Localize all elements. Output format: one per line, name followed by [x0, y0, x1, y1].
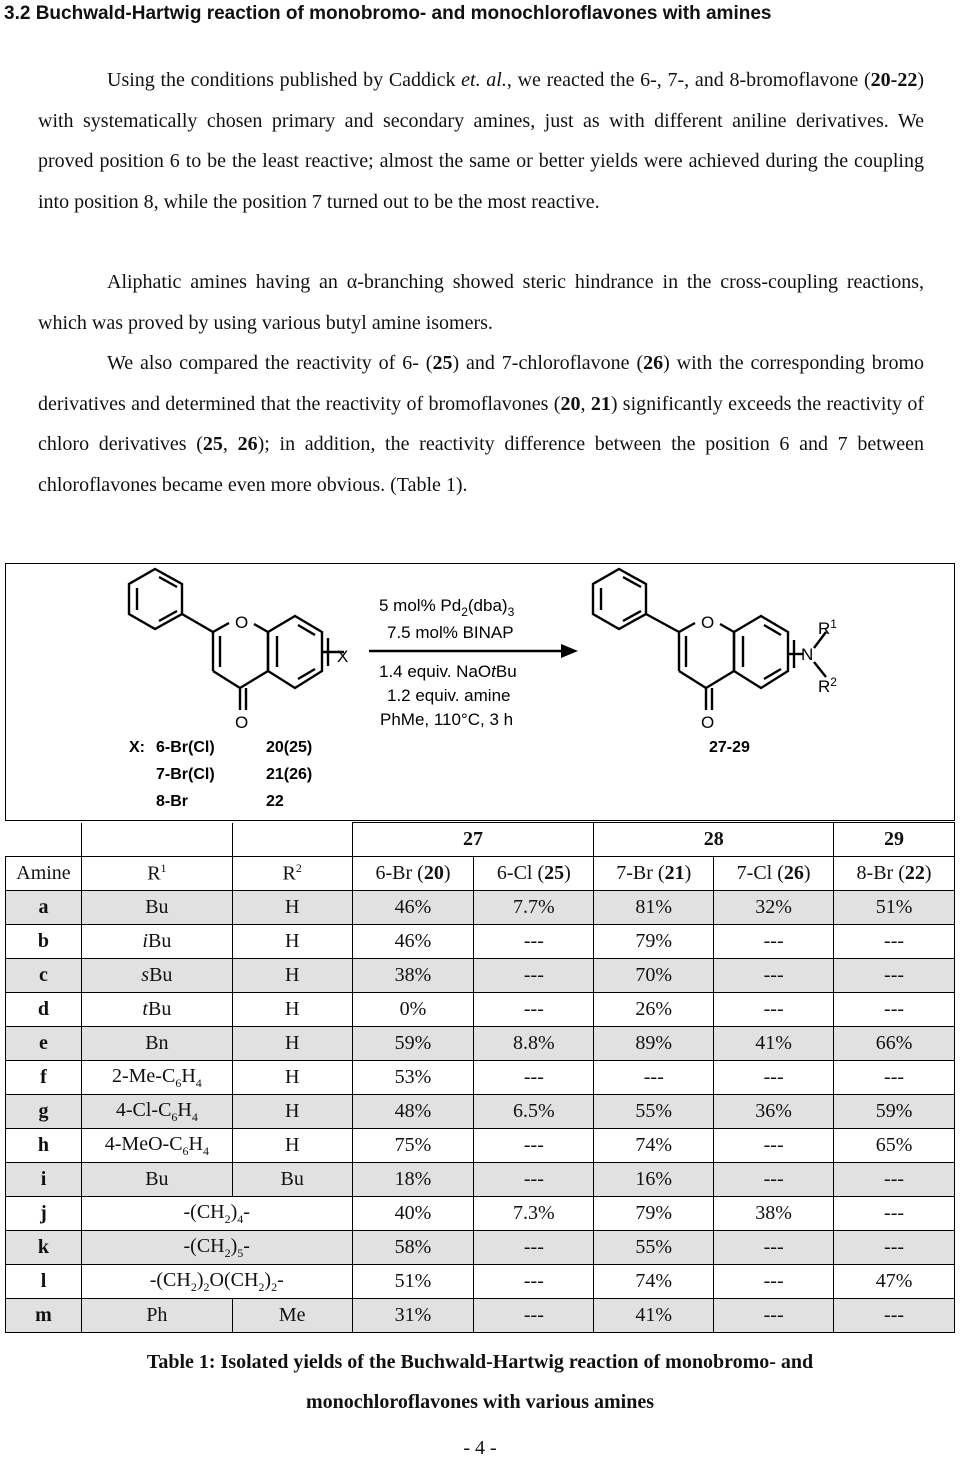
- header-8br: 8-Br (22): [834, 857, 955, 891]
- arrow-head: [561, 644, 578, 658]
- yield-cell: ---: [474, 959, 594, 993]
- blank-cell: [6, 823, 82, 857]
- yield-cell: 55%: [594, 1231, 714, 1265]
- yield-cell: 89%: [594, 1027, 714, 1061]
- yields-table: [5, 822, 955, 1333]
- yield-cell: 59%: [834, 1095, 955, 1129]
- r1-cell: sBu: [81, 959, 232, 993]
- amine-code: j: [6, 1197, 82, 1231]
- yield-cell: 70%: [594, 959, 714, 993]
- yield-cell: ---: [474, 1299, 594, 1333]
- table-row: [6, 1265, 955, 1299]
- yield-cell: 38%: [714, 1197, 834, 1231]
- blank-cell: [232, 823, 352, 857]
- yield-cell: 40%: [352, 1197, 474, 1231]
- yield-cell: ---: [714, 1163, 834, 1197]
- p3-text-7: ); in addition, the reactivity difference between the position 6 and 7 between chloroflavones became even more obvious. (Table 1).: [38, 433, 925, 496]
- yield-cell: ---: [714, 959, 834, 993]
- header-7cl: 7-Cl (26): [714, 857, 834, 891]
- r1-cell: Bn: [81, 1027, 232, 1061]
- table-row: [6, 1061, 955, 1095]
- yield-cell: 79%: [594, 1197, 714, 1231]
- yield-cell: 0%: [352, 993, 474, 1027]
- table-row: [6, 959, 955, 993]
- table-row: [6, 1299, 955, 1333]
- table-row: [6, 1129, 955, 1163]
- header-amine: Amine: [6, 857, 82, 891]
- p1-bold-1: 20-22: [870, 69, 918, 91]
- yield-cell: 16%: [594, 1163, 714, 1197]
- table-caption-line-1: Table 1: Isolated yields of the Buchwald-Hartwig reaction of monobromo- and: [146, 1351, 814, 1373]
- condition-4: 1.2 equiv. amine: [387, 686, 511, 705]
- yield-cell: 46%: [352, 925, 474, 959]
- table-body: [6, 891, 955, 1333]
- yield-cell: 75%: [352, 1129, 474, 1163]
- p3-text-4: ,: [580, 392, 591, 415]
- r2-cell: H: [232, 891, 352, 925]
- yield-cell: ---: [834, 1231, 955, 1265]
- yield-cell: 46%: [352, 891, 474, 925]
- yield-cell: 31%: [352, 1299, 474, 1333]
- condition-3: 1.4 equiv. NaOtBu: [379, 662, 517, 681]
- header-r1: $R^1$: [81, 857, 232, 891]
- yield-cell: ---: [714, 1299, 834, 1333]
- amine-code: b: [6, 925, 82, 959]
- yield-cell: 26%: [594, 993, 714, 1027]
- p1-text-1: Using the conditions published by Caddick: [107, 69, 462, 91]
- x-item-6: 6-Br(Cl): [156, 739, 215, 756]
- r1-cell: $4-MeO-C_6H_4$: [81, 1129, 232, 1163]
- yield-cell: 79%: [594, 925, 714, 959]
- r2-cell: Bu: [232, 1163, 352, 1197]
- header-6cl: 6-Cl (25): [474, 857, 594, 891]
- yield-cell: ---: [474, 1265, 594, 1299]
- amine-code: c: [6, 959, 82, 993]
- yield-cell: 41%: [594, 1299, 714, 1333]
- header-r2: $R^2$: [232, 857, 352, 891]
- condition-1: 5 mol% $Pd_2(dba)_3$: [379, 596, 515, 619]
- yield-cell: 81%: [594, 891, 714, 925]
- amine-code: g: [6, 1095, 82, 1129]
- table-row: [6, 1197, 955, 1231]
- r2-cell: H: [232, 1095, 352, 1129]
- reaction-scheme: [5, 563, 955, 821]
- yield-cell: 74%: [594, 1129, 714, 1163]
- r1-cell: tBu: [81, 993, 232, 1027]
- yield-cell: ---: [474, 1163, 594, 1197]
- yield-cell: ---: [594, 1061, 714, 1095]
- column-header-row: [6, 857, 955, 891]
- amine-code: h: [6, 1129, 82, 1163]
- p3-bold-2: 26: [643, 352, 664, 374]
- yield-cell: 58%: [352, 1231, 474, 1265]
- r2-cell: H: [232, 1129, 352, 1163]
- p3-bold-5: 25: [202, 433, 223, 455]
- p1-text-3: ) with systematically chosen primary and secondary amines, just as with different aniline derivatives. We proved position 6 to be the least reactive; almost the same or better yields were achieved during the coupling into position 8, while the position 7 turned out to be the most reactive.: [38, 69, 924, 213]
- r2-cell: H: [232, 959, 352, 993]
- yield-cell: ---: [474, 1061, 594, 1095]
- yield-cell: ---: [474, 993, 594, 1027]
- r1-cell: Ph: [81, 1299, 232, 1333]
- yield-cell: 59%: [352, 1027, 474, 1061]
- r2-cell: H: [232, 993, 352, 1027]
- table-row: [6, 1163, 955, 1197]
- yield-cell: 38%: [352, 959, 474, 993]
- blank-cell: [81, 823, 232, 857]
- amine-code: d: [6, 993, 82, 1027]
- paragraph-2: [38, 262, 924, 343]
- yield-cell: ---: [714, 993, 834, 1027]
- yield-cell: 6.5%: [474, 1095, 594, 1129]
- r1-cell: Bu: [81, 1163, 232, 1197]
- r1-r2-combined: $-(CH_2)_2O(CH_2)_2-$: [81, 1265, 352, 1299]
- p1-text-2: , we reacted the 6-, 7-, and 8-bromoflavone (: [506, 69, 871, 91]
- x-item-7: 7-Br(Cl): [156, 766, 215, 783]
- yield-cell: 51%: [834, 891, 955, 925]
- ring-oxygen-right: O: [701, 613, 715, 632]
- amine-code: m: [6, 1299, 82, 1333]
- table-row: [6, 891, 955, 925]
- yield-cell: 74%: [594, 1265, 714, 1299]
- section-heading: 3.2 Buchwald-Hartwig reaction of monobromo- and monochloroflavones with amines: [4, 3, 772, 24]
- p3-text-1: We also compared the reactivity of 6- (: [107, 352, 433, 374]
- yield-cell: 53%: [352, 1061, 474, 1095]
- group-29: 29: [834, 823, 955, 857]
- product-label: 27-29: [709, 739, 750, 756]
- table-row: [6, 1231, 955, 1265]
- p3-text-5: ) significantly exceeds the reactivity of chloro derivatives (: [38, 392, 925, 455]
- yield-cell: 66%: [834, 1027, 955, 1061]
- r1-label: $R^1$: [818, 617, 837, 638]
- header-7br: 7-Br (21): [594, 857, 714, 891]
- yield-cell: ---: [834, 1061, 955, 1095]
- table-row: [6, 925, 955, 959]
- paragraph-1: [38, 60, 924, 222]
- p3-text-2: ) and 7-chloroflavone (: [452, 352, 644, 374]
- page-number: - 4 -: [463, 1437, 497, 1459]
- yield-cell: 7.7%: [474, 891, 594, 925]
- yield-cell: 55%: [594, 1095, 714, 1129]
- reaction-scheme-drawing: [6, 564, 954, 820]
- yield-cell: ---: [474, 925, 594, 959]
- yield-cell: 41%: [714, 1027, 834, 1061]
- p1-etal: et. al.: [461, 69, 507, 91]
- x-prefix: X:: [129, 739, 145, 756]
- x-item-8: 8-Br: [156, 793, 189, 810]
- yield-cell: ---: [834, 1163, 955, 1197]
- r2-label: $R^2$: [818, 675, 837, 696]
- r2-cell: H: [232, 925, 352, 959]
- p3-bold-6: 26: [237, 433, 258, 455]
- yield-cell: ---: [474, 1129, 594, 1163]
- condition-2: 7.5 mol% BINAP: [387, 623, 514, 642]
- yield-cell: ---: [834, 959, 955, 993]
- yield-cell: 32%: [714, 891, 834, 925]
- yield-cell: ---: [714, 1265, 834, 1299]
- r2-cell: Me: [232, 1299, 352, 1333]
- r2-cell: H: [232, 1027, 352, 1061]
- p3-bold-4: 21: [590, 392, 611, 415]
- group-28: 28: [594, 823, 834, 857]
- amine-code: i: [6, 1163, 82, 1197]
- p3-bold-1: 25: [432, 352, 453, 374]
- yield-cell: ---: [474, 1231, 594, 1265]
- yield-cell: 7.3%: [474, 1197, 594, 1231]
- amine-code: a: [6, 891, 82, 925]
- carbonyl-oxygen-right: O: [701, 713, 715, 732]
- paragraph-3: [38, 343, 924, 505]
- yield-cell: 51%: [352, 1265, 474, 1299]
- table-caption-line-2: monochloroflavones with various amines: [306, 1391, 654, 1413]
- nitrogen-label: N: [801, 645, 814, 664]
- table-row: [6, 993, 955, 1027]
- table-row: [6, 1027, 955, 1061]
- yield-cell: ---: [834, 1197, 955, 1231]
- yield-cell: ---: [714, 1061, 834, 1095]
- r1-r2-combined: $-(CH_2)_5-$: [81, 1231, 352, 1265]
- amine-code: f: [6, 1061, 82, 1095]
- p3-bold-3: 20: [560, 392, 581, 415]
- yield-cell: ---: [834, 993, 955, 1027]
- r1-cell: iBu: [81, 925, 232, 959]
- r1-cell: $4-Cl-C_6H_4$: [81, 1095, 232, 1129]
- yield-cell: 47%: [834, 1265, 955, 1299]
- r1-cell: Bu: [81, 891, 232, 925]
- table-row: [6, 1095, 955, 1129]
- amine-code: l: [6, 1265, 82, 1299]
- yield-cell: 48%: [352, 1095, 474, 1129]
- yield-cell: ---: [714, 925, 834, 959]
- yield-cell: 65%: [834, 1129, 955, 1163]
- yield-cell: 36%: [714, 1095, 834, 1129]
- p3-text-3: ) with the corresponding bromo derivatives and determined that the reactivity of bromoflavones (: [38, 352, 925, 415]
- x-number-8: 22: [266, 793, 284, 810]
- yield-cell: 18%: [352, 1163, 474, 1197]
- ring-oxygen-left: O: [235, 613, 249, 632]
- amine-code: e: [6, 1027, 82, 1061]
- r2-cell: H: [232, 1061, 352, 1095]
- yield-cell: ---: [834, 1299, 955, 1333]
- group-27: 27: [352, 823, 594, 857]
- p3-text-6: ,: [222, 433, 238, 455]
- yield-cell: 8.8%: [474, 1027, 594, 1061]
- r1-cell: $2-Me-C_6H_4$: [81, 1061, 232, 1095]
- yield-cell: ---: [714, 1129, 834, 1163]
- x-number-6: 20(25): [266, 739, 313, 756]
- yield-cell: ---: [834, 925, 955, 959]
- carbonyl-oxygen-left: O: [235, 713, 249, 732]
- header-6br: 6-Br (20): [352, 857, 474, 891]
- x-number-7: 21(26): [266, 766, 313, 783]
- r1-r2-combined: $-(CH_2)_4-$: [81, 1197, 352, 1231]
- yield-cell: ---: [714, 1231, 834, 1265]
- condition-5: PhMe, 110°C, 3 h: [380, 710, 514, 729]
- p2-text: Aliphatic amines having an α-branching showed steric hindrance in the cross-coupling reactions, which was proved by using various butyl amine isomers.: [38, 271, 924, 334]
- group-header-row: [6, 823, 955, 857]
- x-substituent-label: X: [337, 647, 349, 666]
- amine-code: k: [6, 1231, 82, 1265]
